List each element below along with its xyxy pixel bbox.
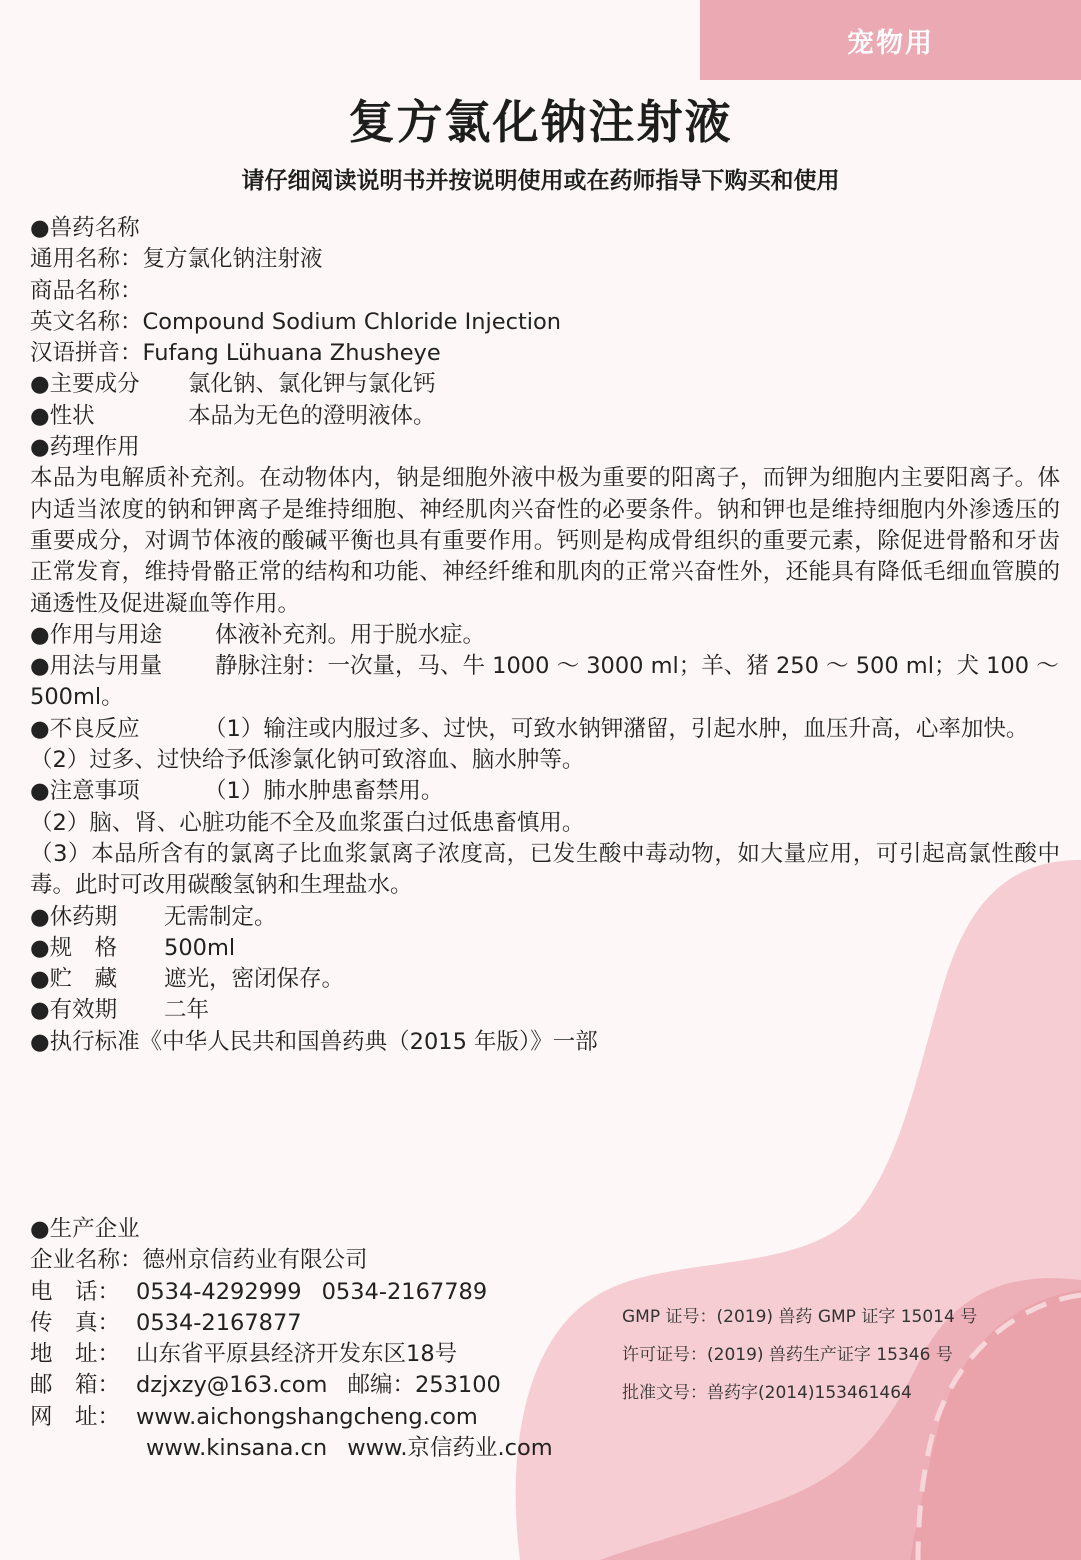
validity-line <box>30 995 1060 1026</box>
email-address[interactable]: dzjxzy@163.com <box>136 1372 328 1399</box>
names-section-heading: ●兽药名称 <box>30 215 140 241</box>
manufacturer-heading: ●生产企业 <box>30 1216 140 1242</box>
certificates-block <box>622 1298 1062 1412</box>
spec-line <box>30 933 1060 964</box>
pinyin-name-line: 汉语拼音：Fufang Lühuana Zhusheye <box>30 340 441 367</box>
dosage-label: ●用法与用量 <box>30 653 163 680</box>
appearance-label: ●性状 <box>30 402 95 429</box>
adverse-line <box>30 714 1060 745</box>
appearance-line <box>30 401 1060 432</box>
indications-line <box>30 620 1060 651</box>
instructions-body <box>30 213 1060 1058</box>
email-line: 邮 箱： dzjxzy@163.com 邮编：253100 <box>30 1372 501 1399</box>
withdrawal-line <box>30 902 1060 933</box>
trade-name-line: 商品名称： <box>30 277 143 304</box>
website-1[interactable]: www.aichongshangcheng.com <box>136 1403 478 1430</box>
fax-number: 0534-2167877 <box>136 1309 302 1336</box>
phone-1: 0534-4292999 <box>136 1278 302 1305</box>
storage-value: 遮光，密闭保存。 <box>164 966 345 993</box>
standard-line: ●执行标准《中华人民共和国兽药典（2015 年版）》一部 <box>30 1028 598 1055</box>
production-license: 许可证号：(2019) 兽药生产证字 15346 号 <box>622 1345 953 1365</box>
precautions-item-3: （3）本品所含有的氯离子比血浆氯离子浓度高，已发生酸中毒动物，如大量应用，可引起高氯性酸中毒。此时可改用碳酸氢钠和生理盐水。 <box>30 840 1060 899</box>
storage-label: ●贮 藏 <box>30 966 118 993</box>
fax-line: 传 真： 0534-2167877 <box>30 1309 302 1336</box>
ingredients-value: 氯化钠、氯化钾与氯化钙 <box>188 371 436 398</box>
adverse-item-2: （2）过多、过快给予低渗氯化钠可致溶血、脑水肿等。 <box>30 747 585 774</box>
appearance-value: 本品为无色的澄明液体。 <box>188 402 436 429</box>
pinyin-name-value: Fufang Lühuana Zhusheye <box>142 340 441 367</box>
generic-name-value: 复方氯化钠注射液 <box>142 246 323 273</box>
validity-value: 二年 <box>164 997 210 1024</box>
indications-value: 体液补充剂。用于脱水症。 <box>215 621 486 648</box>
website-line: 网 址： www.aichongshangcheng.com <box>30 1403 478 1430</box>
manufacturer-block <box>30 1214 650 1464</box>
validity-label: ●有效期 <box>30 997 118 1024</box>
pharmacology-heading: ●药理作用 <box>30 434 140 461</box>
english-name-line: 英文名称：Compound Sodium Chloride Injection <box>30 308 562 335</box>
withdrawal-value: 无需制定。 <box>164 903 277 930</box>
precautions-label: ●注意事项 <box>30 778 140 805</box>
postcode: 253100 <box>414 1372 501 1399</box>
gmp-certificate: GMP 证号：(2019) 兽药 GMP 证字 15014 号 <box>622 1307 978 1327</box>
adverse-item-1: （1）输注或内服过多、过快，可致水钠钾潴留，引起水肿，血压升高，心率加快。 <box>204 715 1029 742</box>
dosage-line <box>30 651 1060 714</box>
website-line-2 <box>30 1433 650 1464</box>
adverse-label: ●不良反应 <box>30 715 140 742</box>
address: 山东省平原县经济开发东区18号 <box>136 1341 458 1368</box>
page-title: 复方氯化钠注射液 <box>348 95 733 149</box>
storage-line <box>30 964 1060 995</box>
website-3[interactable]: www.京信药业.com <box>347 1435 553 1462</box>
generic-name-line: 通用名称：复方氯化钠注射液 <box>30 246 323 273</box>
ingredients-label: ●主要成分 <box>30 371 140 398</box>
spec-label: ●规 格 <box>30 934 118 961</box>
address-line: 地 址： 山东省平原县经济开发东区18号 <box>30 1341 458 1368</box>
precautions-item-1: （1）肺水肿患畜禁用。 <box>204 778 444 805</box>
precautions-line <box>30 776 1060 807</box>
dosage-value: 静脉注射：一次量，马、牛 1000 ～ 3000 ml；羊、猪 250 ～ 500 ml；犬 100 ～ 500ml。 <box>30 653 1059 711</box>
company-name: 德州京信药业有限公司 <box>142 1247 368 1274</box>
approval-number: 批准文号：兽药字(2014)153461464 <box>622 1383 912 1403</box>
ingredients-line <box>30 369 1060 400</box>
spec-value: 500ml <box>164 934 236 961</box>
pharmacology-text: 本品为电解质补充剂。在动物体内，钠是细胞外液中极为重要的阳离子，而钾为细胞内主要阳离子。体内适当浓度的钠和钾离子是维持细胞、神经肌肉兴奋性的必要条件。钠和钾也是维持细胞内外渗透压的重要成分，对调节体液的酸碱平衡也具有重要作用。钙则是构成骨组织的重要元素，除促进骨骼和牙齿正常发育，维持骨骼正常的结构和功能、神经纤维和肌肉的正常兴奋性外，还能具有降低毛细血管膜的通透性及促进凝血等作用。 <box>30 465 1060 617</box>
withdrawal-label: ●休药期 <box>30 903 118 930</box>
precautions-item-2: （2）脑、肾、心脏功能不全及血浆蛋白过低患畜慎用。 <box>30 809 585 836</box>
phone-2: 0534-2167789 <box>321 1278 488 1305</box>
pet-use-tag: 宠物用 <box>700 0 1081 80</box>
english-name-value: Compound Sodium Chloride Injection <box>142 308 562 335</box>
phone-line: 电 话： 0534-4292999 0534-2167789 <box>30 1278 488 1305</box>
indications-label: ●作用与用途 <box>30 621 163 648</box>
page-subtitle: 请仔细阅读说明书并按说明使用或在药师指导下购买和使用 <box>241 168 840 194</box>
website-2[interactable]: www.kinsana.cn <box>146 1435 328 1462</box>
company-name-line: 企业名称：德州京信药业有限公司 <box>30 1247 368 1274</box>
